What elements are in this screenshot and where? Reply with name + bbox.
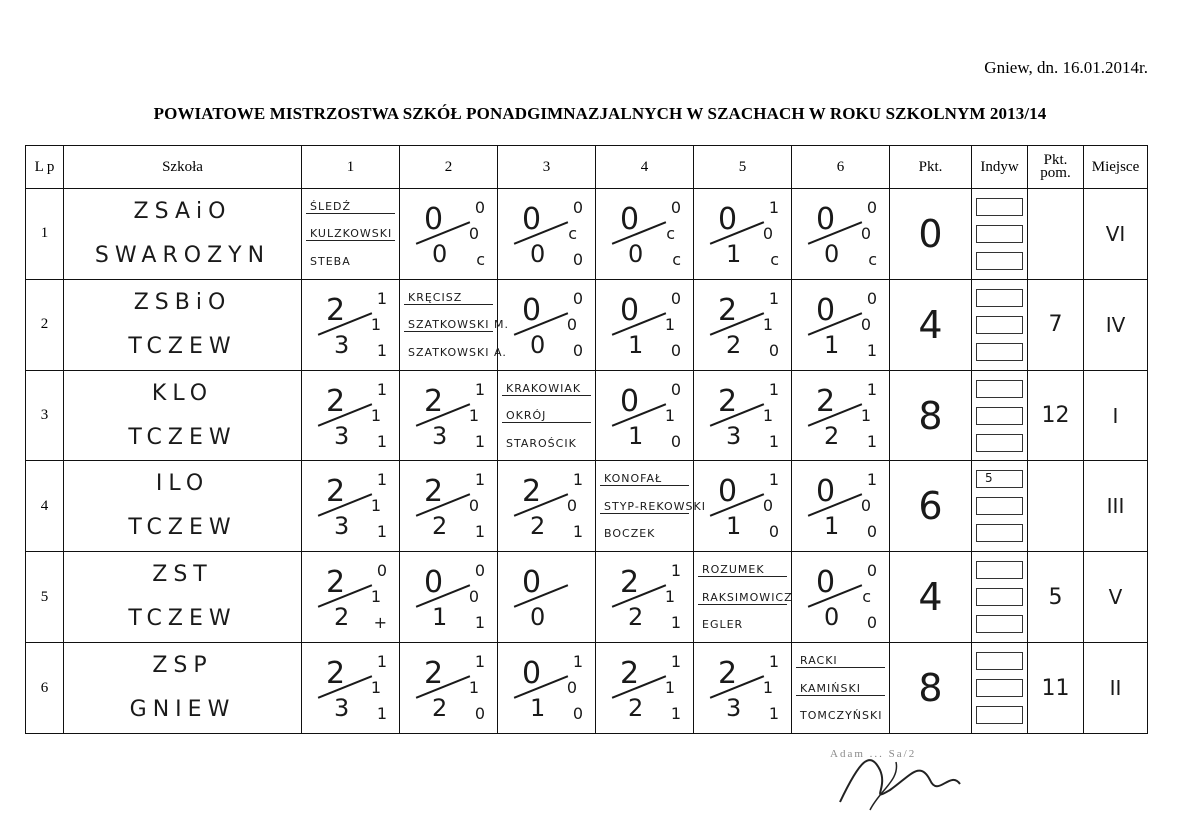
match-score-cell <box>498 279 596 370</box>
table-row <box>26 189 1148 280</box>
board-3-result: c <box>770 249 779 269</box>
match-points: 0 <box>816 565 836 601</box>
board-points: 0 <box>628 239 644 268</box>
match-score-cell <box>400 552 498 643</box>
match-points: 2 <box>522 474 542 510</box>
match-points: 0 <box>816 292 836 328</box>
board-1-result: 1 <box>376 379 387 399</box>
indyw-cell <box>972 643 1028 734</box>
board-3-result: + <box>373 613 387 633</box>
board-2-result: c <box>666 223 675 243</box>
match-score-cell <box>302 643 400 734</box>
results-body <box>26 189 1148 734</box>
match-score-cell <box>694 279 792 370</box>
table-row <box>26 279 1148 370</box>
match-score-cell <box>596 370 694 461</box>
board-2-result: c <box>568 223 577 243</box>
match-points: 0 <box>620 201 640 237</box>
board-1-result: 0 <box>866 561 877 581</box>
document-title: POWIATOWE MISTRZOSTWA SZKÓŁ PONADGIMNAZJALNYCH W SZACHACH W ROKU SZKOLNYM 2013/14 <box>153 104 1047 123</box>
board-points: 3 <box>334 421 350 450</box>
board-points: 0 <box>824 239 840 268</box>
match-points: 2 <box>326 565 346 601</box>
board-1-result: 0 <box>572 197 583 217</box>
points-cell: 6 <box>890 461 972 552</box>
header-lp: L p <box>26 146 64 189</box>
table-row <box>26 461 1148 552</box>
board-points: 0 <box>530 603 546 632</box>
match-points: 0 <box>718 474 738 510</box>
match-points: 2 <box>424 383 444 419</box>
board-points: 1 <box>432 603 448 632</box>
indyw-box-empty <box>976 588 1023 606</box>
board-points: 1 <box>824 330 840 359</box>
match-score-cell <box>792 552 890 643</box>
board-2-result: 0 <box>566 314 577 334</box>
board-1-result: 1 <box>866 470 877 490</box>
board-3-result: c <box>476 249 485 269</box>
board-1-result: 0 <box>866 288 877 308</box>
board-1-result: 1 <box>670 561 681 581</box>
school-name: ZSAiO <box>133 198 232 224</box>
board-2-result: 1 <box>762 405 773 425</box>
header-col-3: 3 <box>498 146 596 189</box>
points-cell: 4 <box>890 552 972 643</box>
tiebreak-points-cell: 12 <box>1028 370 1084 461</box>
match-score-cell <box>792 461 890 552</box>
board-points: 0 <box>824 603 840 632</box>
indyw-box-empty <box>976 407 1023 425</box>
player-name: OKRÓJ <box>502 409 591 423</box>
player-name: STYP-REKOWSKI <box>600 500 689 514</box>
indyw-value <box>976 289 1023 307</box>
board-1-result: 0 <box>670 197 681 217</box>
board-points: 2 <box>628 694 644 723</box>
board-2-result: 1 <box>664 314 675 334</box>
indyw-box-empty <box>976 679 1023 697</box>
indyw-cell <box>972 461 1028 552</box>
match-score-cell <box>694 643 792 734</box>
board-1-result: 1 <box>866 379 877 399</box>
match-score-cell <box>498 189 596 280</box>
player-name: BOCZEK <box>604 527 656 541</box>
board-1-result: 1 <box>572 652 583 672</box>
place-cell: II <box>1084 643 1148 734</box>
indyw-value <box>976 380 1023 398</box>
school-city: TCZEW <box>128 333 237 359</box>
match-score-cell <box>400 189 498 280</box>
board-1-result: 0 <box>670 288 681 308</box>
match-score-cell <box>596 643 694 734</box>
match-score-cell <box>400 461 498 552</box>
board-3-result: 1 <box>474 522 485 542</box>
match-points: 2 <box>816 383 836 419</box>
match-points: 0 <box>522 565 542 601</box>
school-city: TCZEW <box>128 515 237 541</box>
board-3-result: 1 <box>866 340 877 360</box>
match-score-cell <box>694 189 792 280</box>
match-score-cell <box>400 370 498 461</box>
board-points: 0 <box>530 239 546 268</box>
board-2-result: c <box>862 587 871 607</box>
player-name: RACKI <box>796 654 885 668</box>
board-3-result: 0 <box>670 340 681 360</box>
board-points: 0 <box>432 239 448 268</box>
match-points: 0 <box>522 656 542 692</box>
board-1-result: 1 <box>768 288 779 308</box>
header-row <box>26 146 1148 189</box>
indyw-box-empty <box>976 316 1023 334</box>
header-pkt: Pkt. <box>890 146 972 189</box>
school-name: KLO <box>151 380 214 406</box>
match-points: 2 <box>326 383 346 419</box>
board-3-result: 1 <box>866 431 877 451</box>
match-points: 0 <box>522 201 542 237</box>
board-2-result: 1 <box>468 678 479 698</box>
match-points: 0 <box>424 565 444 601</box>
school-city: TCZEW <box>128 424 237 450</box>
player-name: SZATKOWSKI M. <box>404 318 493 332</box>
match-score-cell <box>498 461 596 552</box>
board-points: 3 <box>334 694 350 723</box>
row-lp: 5 <box>26 552 64 643</box>
board-1-result: 1 <box>768 379 779 399</box>
board-1-result: 1 <box>768 197 779 217</box>
results-table <box>25 145 1148 734</box>
board-1-result: 0 <box>474 561 485 581</box>
player-name: ŚLEDŹ <box>306 200 395 214</box>
tiebreak-points-cell: 11 <box>1028 643 1084 734</box>
player-names-cell <box>498 370 596 461</box>
match-points: 2 <box>620 565 640 601</box>
board-1-result: 1 <box>670 652 681 672</box>
board-1-result: 1 <box>376 652 387 672</box>
place-cell: IV <box>1084 279 1148 370</box>
board-2-result: 1 <box>468 405 479 425</box>
board-2-result: 0 <box>468 587 479 607</box>
school-city: TCZEW <box>128 606 237 632</box>
player-name: STAROŚCIK <box>506 436 577 450</box>
indyw-box-empty <box>976 497 1023 515</box>
school-cell <box>64 370 302 461</box>
points-cell: 0 <box>890 189 972 280</box>
indyw-value <box>976 198 1023 216</box>
indyw-cell <box>972 552 1028 643</box>
header-miejsce: Miejsce <box>1084 146 1148 189</box>
board-points: 3 <box>334 512 350 541</box>
indyw-box-empty <box>976 225 1023 243</box>
tiebreak-points-cell <box>1028 461 1084 552</box>
board-3-result: 1 <box>376 522 387 542</box>
board-1-result: 0 <box>376 561 387 581</box>
school-city: GNIEW <box>129 697 236 723</box>
signature <box>800 740 1000 820</box>
points-cell: 8 <box>890 643 972 734</box>
player-names-cell <box>596 461 706 552</box>
match-score-cell <box>792 370 890 461</box>
match-points: 2 <box>326 474 346 510</box>
row-lp: 1 <box>26 189 64 280</box>
board-2-result: 1 <box>370 496 381 516</box>
board-2-result: 0 <box>860 314 871 334</box>
board-3-result: 1 <box>670 704 681 724</box>
board-points: 2 <box>432 694 448 723</box>
player-name: TOMCZYŃSKI <box>800 709 883 723</box>
player-name: STEBA <box>310 254 351 268</box>
match-score-cell <box>302 552 400 643</box>
match-score-cell <box>596 189 694 280</box>
board-points: 1 <box>628 421 644 450</box>
indyw-value <box>976 561 1023 579</box>
match-score-cell <box>400 643 498 734</box>
match-score-cell <box>596 279 694 370</box>
row-lp: 4 <box>26 461 64 552</box>
board-2-result: 1 <box>762 678 773 698</box>
match-score-cell <box>792 279 890 370</box>
board-1-result: 0 <box>670 379 681 399</box>
player-name: KRĘCISZ <box>404 291 493 305</box>
match-points: 2 <box>718 656 738 692</box>
match-score-cell <box>596 552 694 643</box>
header-col-5: 5 <box>694 146 792 189</box>
board-points: 2 <box>334 603 350 632</box>
match-score-cell <box>792 189 890 280</box>
indyw-box-empty <box>976 706 1023 724</box>
board-3-result: c <box>672 249 681 269</box>
table-row <box>26 370 1148 461</box>
board-2-result: 1 <box>370 678 381 698</box>
tiebreak-points-cell <box>1028 189 1084 280</box>
player-name: EGLER <box>702 618 744 632</box>
school-cell <box>64 279 302 370</box>
board-1-result: 1 <box>474 652 485 672</box>
board-3-result: 1 <box>572 522 583 542</box>
place-cell: V <box>1084 552 1148 643</box>
match-points: 2 <box>424 474 444 510</box>
match-points: 2 <box>424 656 444 692</box>
points-cell: 8 <box>890 370 972 461</box>
school-name: ZST <box>152 562 213 588</box>
board-1-result: 1 <box>572 470 583 490</box>
board-points: 2 <box>726 330 742 359</box>
place-cell: VI <box>1084 189 1148 280</box>
board-2-result: 1 <box>370 314 381 334</box>
board-2-result: 0 <box>860 496 871 516</box>
stamp-text: Adam ... Sa/2 <box>830 748 917 760</box>
board-3-result: 1 <box>670 613 681 633</box>
board-2-result: 0 <box>566 496 577 516</box>
table-row <box>26 552 1148 643</box>
header-school: Szkoła <box>64 146 302 189</box>
board-1-result: 1 <box>768 652 779 672</box>
place-cell: I <box>1084 370 1148 461</box>
points-cell: 4 <box>890 279 972 370</box>
player-name: SZATKOWSKI A. <box>408 345 507 359</box>
match-points: 2 <box>326 656 346 692</box>
board-2-result: 0 <box>566 678 577 698</box>
board-points: 3 <box>726 421 742 450</box>
board-1-result: 1 <box>474 470 485 490</box>
indyw-cell <box>972 370 1028 461</box>
board-3-result: c <box>868 249 877 269</box>
indyw-box-empty <box>976 434 1023 452</box>
board-points: 1 <box>628 330 644 359</box>
player-name: KRAKOWIAK <box>502 382 591 396</box>
indyw-cell <box>972 189 1028 280</box>
board-points: 2 <box>432 512 448 541</box>
indyw-box-empty <box>976 615 1023 633</box>
board-2-result: 1 <box>370 405 381 425</box>
board-2-result: 1 <box>860 405 871 425</box>
player-names-cell <box>792 643 890 734</box>
school-name: ZSP <box>152 653 213 679</box>
board-3-result: 0 <box>866 522 877 542</box>
player-name: ROZUMEK <box>698 563 787 577</box>
match-score-cell <box>498 643 596 734</box>
board-3-result: 1 <box>376 704 387 724</box>
board-3-result: 0 <box>572 340 583 360</box>
board-1-result: 1 <box>376 470 387 490</box>
player-names-cell <box>694 552 792 643</box>
board-3-result: 1 <box>474 431 485 451</box>
board-points: 2 <box>824 421 840 450</box>
header-pkt-pom: Pkt. pom. <box>1028 146 1084 189</box>
match-points: 0 <box>620 383 640 419</box>
row-lp: 6 <box>26 643 64 734</box>
match-points: 0 <box>816 474 836 510</box>
match-score-cell <box>302 279 400 370</box>
school-city: SWAROZYN <box>94 242 271 268</box>
match-points: 0 <box>816 201 836 237</box>
board-3-result: 0 <box>670 431 681 451</box>
school-cell <box>64 189 302 280</box>
match-points: 2 <box>718 292 738 328</box>
board-points: 1 <box>530 694 546 723</box>
board-1-result: 0 <box>474 197 485 217</box>
indyw-value: 5 <box>976 470 1023 488</box>
board-3-result: 1 <box>768 431 779 451</box>
match-points: 0 <box>424 201 444 237</box>
header-col-4: 4 <box>596 146 694 189</box>
board-3-result: 0 <box>572 249 583 269</box>
board-points: 3 <box>432 421 448 450</box>
place-cell: III <box>1084 461 1148 552</box>
player-names-cell <box>302 189 400 280</box>
match-points: 2 <box>326 292 346 328</box>
board-1-result: 1 <box>768 470 779 490</box>
school-name: ZSBiO <box>133 289 232 315</box>
board-2-result: 1 <box>664 587 675 607</box>
match-score-cell <box>302 461 400 552</box>
match-score-cell <box>498 552 596 643</box>
player-name: KAMIŃSKI <box>796 682 885 696</box>
header-col-1: 1 <box>302 146 400 189</box>
board-3-result: 0 <box>768 340 779 360</box>
board-2-result: 0 <box>860 223 871 243</box>
tiebreak-points-cell: 5 <box>1028 552 1084 643</box>
row-lp: 2 <box>26 279 64 370</box>
player-name: RAKSIMOWICZ <box>698 591 787 605</box>
indyw-box-empty <box>976 524 1023 542</box>
board-1-result: 0 <box>572 288 583 308</box>
board-1-result: 1 <box>474 379 485 399</box>
player-name: KULZKOWSKI <box>306 227 395 241</box>
board-3-result: 1 <box>376 340 387 360</box>
board-1-result: 0 <box>866 197 877 217</box>
board-3-result: 0 <box>474 704 485 724</box>
school-cell <box>64 643 302 734</box>
board-points: 2 <box>530 512 546 541</box>
match-points: 0 <box>718 201 738 237</box>
school-cell <box>64 552 302 643</box>
board-2-result: 0 <box>762 496 773 516</box>
board-points: 1 <box>824 512 840 541</box>
board-1-result: 1 <box>376 288 387 308</box>
board-2-result: 0 <box>468 223 479 243</box>
board-points: 2 <box>628 603 644 632</box>
board-3-result: 0 <box>866 613 877 633</box>
board-3-result: 0 <box>768 522 779 542</box>
match-score-cell <box>302 370 400 461</box>
match-points: 0 <box>522 292 542 328</box>
board-2-result: 0 <box>762 223 773 243</box>
header-col-6: 6 <box>792 146 890 189</box>
board-2-result: 0 <box>468 496 479 516</box>
board-points: 1 <box>726 512 742 541</box>
match-score-cell <box>694 461 792 552</box>
board-2-result: 1 <box>664 405 675 425</box>
board-2-result: 1 <box>664 678 675 698</box>
header-col-2: 2 <box>400 146 498 189</box>
table-row <box>26 643 1148 734</box>
row-lp: 3 <box>26 370 64 461</box>
indyw-box-empty <box>976 343 1023 361</box>
match-points: 0 <box>620 292 640 328</box>
document-date: Gniew, dn. 16.01.2014r. <box>984 58 1148 77</box>
school-cell <box>64 461 302 552</box>
board-3-result: 1 <box>474 613 485 633</box>
board-3-result: 1 <box>768 704 779 724</box>
match-score-cell <box>694 370 792 461</box>
board-points: 0 <box>530 330 546 359</box>
school-name: ILO <box>155 471 210 497</box>
board-3-result: 0 <box>572 704 583 724</box>
indyw-box-empty <box>976 252 1023 270</box>
board-2-result: 1 <box>370 587 381 607</box>
board-points: 3 <box>726 694 742 723</box>
indyw-value <box>976 652 1023 670</box>
header-indyw: Indyw <box>972 146 1028 189</box>
board-points: 1 <box>726 239 742 268</box>
player-names-cell <box>400 279 509 370</box>
board-points: 3 <box>334 330 350 359</box>
tiebreak-points-cell: 7 <box>1028 279 1084 370</box>
board-2-result: 1 <box>762 314 773 334</box>
indyw-cell <box>972 279 1028 370</box>
match-points: 2 <box>718 383 738 419</box>
board-3-result: 1 <box>376 431 387 451</box>
match-points: 2 <box>620 656 640 692</box>
player-name: KONOFAŁ <box>600 472 689 486</box>
